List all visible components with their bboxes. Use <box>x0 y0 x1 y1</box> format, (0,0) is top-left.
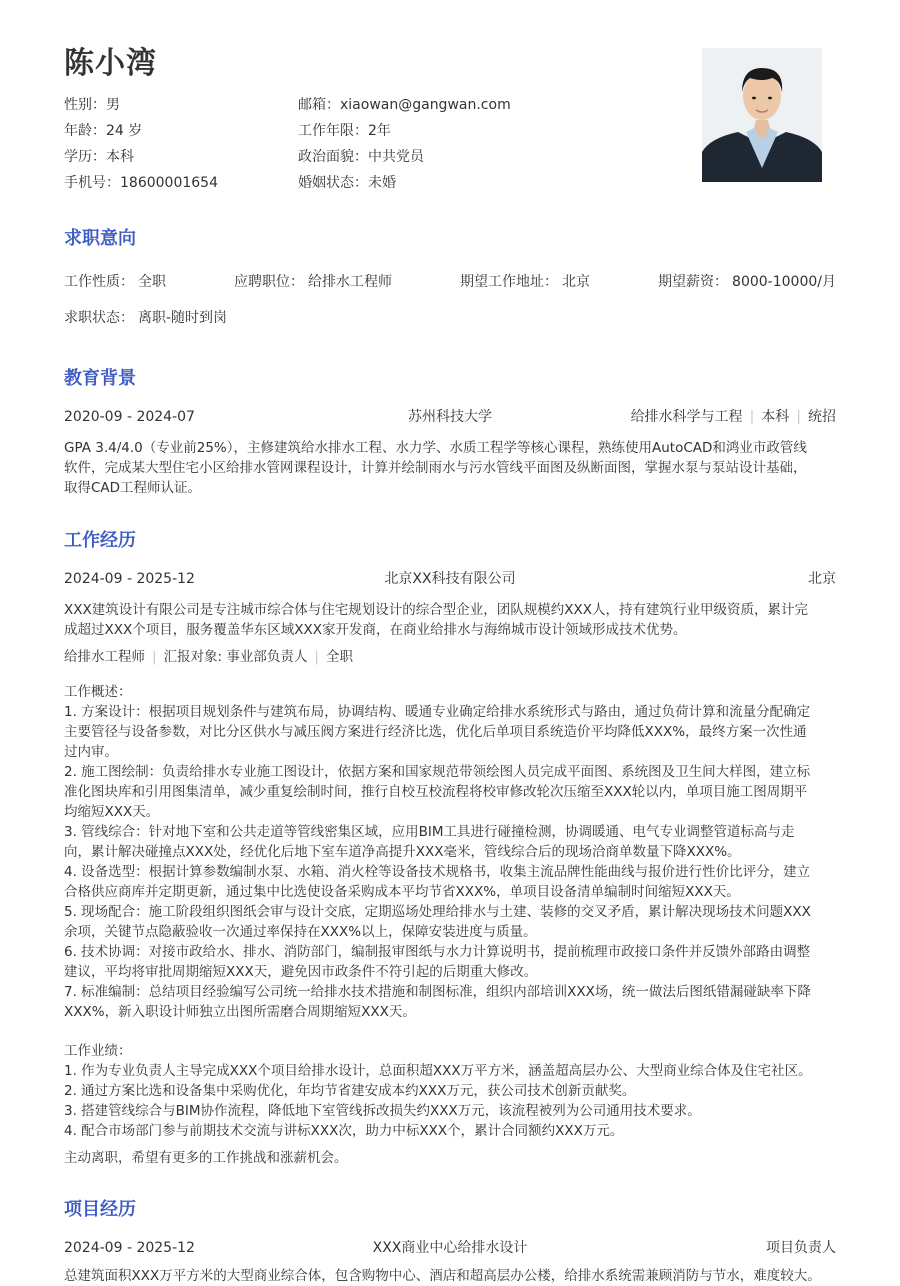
education-school: 苏州科技大学 <box>408 409 492 425</box>
text-line: 2. 施工图绘制：负责给排水专业施工图设计，依据方案和国家规范带领绘图人员完成平面图、系统图及卫生间大样图，建立标 <box>64 764 811 780</box>
work-city: 北京 <box>808 571 836 587</box>
separator: | <box>314 649 319 665</box>
job-type-field <box>64 271 166 293</box>
location-value: 北京 <box>562 274 591 290</box>
text-line: 余项，关键节点隐蔽验收一次通过率保持在XXX%以上，保障安装进度与质量。 <box>64 924 537 940</box>
education-header <box>64 406 836 428</box>
separator: | <box>152 649 157 665</box>
phone-label: 手机号 ： <box>64 175 120 191</box>
phone-value[interactable]: 18600001654 <box>120 175 218 191</box>
text-line: 2. 通过方案比选和设备集中采购优化，年均节省建安成本约XXX万元，获公司技术创新贡献奖。 <box>64 1083 636 1099</box>
achievements-title: 工作业绩： <box>64 1043 132 1059</box>
intent-row <box>64 307 836 329</box>
text-line: 过内审。 <box>64 744 118 760</box>
gender-value: 男 <box>106 97 120 113</box>
text-line: 软件，完成某大型住宅小区给排水管网课程设计，计算并绘制雨水与污水管线平面图及纵断面图，掌握水泵与泵站设计基础， <box>64 460 807 476</box>
education-degree: 本科 <box>761 409 790 425</box>
years-value: 2年 <box>368 123 391 139</box>
status-value: 离职-随时到岗 <box>138 310 228 326</box>
salary-label: 期望薪资 ： <box>658 274 728 290</box>
political-value: 中共党员 <box>368 149 424 165</box>
candidate-name: 陈小湾 <box>64 46 157 81</box>
phone-field <box>64 170 298 196</box>
section-title-project: 项目经历 <box>64 1199 136 1220</box>
education-major: 给排水科学与工程 <box>630 409 743 425</box>
info-row <box>64 118 564 144</box>
intent-row <box>64 271 836 293</box>
text-line: 7. 标准编制：总结项目经验编写公司统一给排水技术措施和制图标准，组织内部培训XXX场，统一做法后图纸错漏碰缺率下降 <box>64 984 811 1000</box>
text-line: 5. 现场配合：施工阶段组织图纸会审与设计交底，定期巡场处理给排水与土建、装修的交叉矛盾，累计解决现场技术问题XXX <box>64 904 811 920</box>
salary-value: 8000-10000/月 <box>732 274 836 290</box>
marital-field <box>298 170 532 196</box>
education-meta <box>631 406 836 428</box>
text-line: 3. 管线综合：针对地下室和公共走道等管线密集区域，应用BIM工具进行碰撞检测，协调暖通、电气专业调整管道标高与走 <box>64 824 795 840</box>
age-field <box>64 118 298 144</box>
info-row <box>64 170 564 196</box>
text-line: 4. 配合市场部门参与前期技术交流与讲标XXX次，助力中标XXX个，累计合同额约XXX万元。 <box>64 1123 624 1139</box>
text-line: 主要管径与设备参数，对比分区供水与减压阀方案进行经济比选，优化后单项目系统造价平均降低XXX%，最终方案一次性通 <box>64 724 807 740</box>
company-intro <box>64 600 836 640</box>
education-value: 本科 <box>106 149 134 165</box>
basic-info <box>64 92 564 196</box>
info-row <box>64 144 564 170</box>
info-row <box>64 92 564 118</box>
age-label: 年龄 ： <box>64 123 106 139</box>
position-label: 应聘职位 ： <box>234 274 304 290</box>
location-field <box>460 271 590 293</box>
gender-field <box>64 92 298 118</box>
education-label: 学历 ： <box>64 149 106 165</box>
job-type-value: 全职 <box>138 274 166 290</box>
status-field <box>64 307 227 329</box>
text-line: 4. 设备选型：根据计算参数编制水泵、水箱、消火栓等设备技术规格书，收集主流品牌性能曲线与报价进行性价比评分，建立 <box>64 864 811 880</box>
work-header <box>64 568 836 590</box>
text-line: 1. 方案设计：根据项目规划条件与建筑布局，协调结构、暖通专业确定给排水系统形式与路由，通过负荷计算和流量分配确定 <box>64 704 811 720</box>
age-value: 24 岁 <box>106 123 143 139</box>
text-line: 合格供应商库并定期更新，通过集中比选使设备采购成本平均节省XXX%，单项目设备清单编制时间缩短XXX天。 <box>64 884 740 900</box>
text-line: 3. 搭建管线综合与BIM协作流程，降低地下室管线拆改损失约XXX万元，该流程被列为公司通用技术要求。 <box>64 1103 701 1119</box>
portrait-illustration <box>702 48 822 182</box>
education-period: 2020-09 - 2024-07 <box>64 409 195 425</box>
text-line: 6. 技术协调：对接市政给水、排水、消防部门，编制报审图纸与水力计算说明书，提前梳理市政接口条件并反馈外部路由调整 <box>64 944 811 960</box>
profile-photo <box>702 48 822 182</box>
section-title-education: 教育背景 <box>64 368 136 389</box>
education-description <box>64 438 836 498</box>
position-value: 给排水工程师 <box>308 274 393 290</box>
section-title-work: 工作经历 <box>64 530 136 551</box>
work-role: 给排水工程师 <box>64 649 145 665</box>
marital-label: 婚姻状态 ： <box>298 175 368 191</box>
years-label: 工作年限 ： <box>298 123 368 139</box>
separator: | <box>796 409 801 425</box>
work-achievements <box>64 1041 836 1141</box>
text-line: 取得CAD工程师认证。 <box>64 480 202 496</box>
email-value[interactable]: xiaowan@gangwan.com <box>340 97 511 113</box>
job-type-label: 工作性质 ： <box>64 274 134 290</box>
email-label: 邮箱 ： <box>298 97 340 113</box>
project-header <box>64 1237 836 1259</box>
text-line: XXX建筑设计有限公司是专注城市综合体与住宅规划设计的综合型企业，团队规模约XXX人，持有建筑行业甲级资质，累计完 <box>64 602 808 618</box>
text-line: GPA 3.4/4.0（专业前25%），主修建筑给水排水工程、水力学、水质工程学等核心课程，熟练使用AutoCAD和鸿业市政管线 <box>64 440 807 456</box>
separator: | <box>749 409 755 425</box>
status-label: 求职状态 ： <box>64 310 134 326</box>
project-name: XXX商业中心给排水设计 <box>372 1240 528 1256</box>
political-field <box>298 144 532 170</box>
text-line: 总建筑面积XXX万平方米的大型商业综合体，包含购物中心、酒店和超高层办公楼，给排水系统需兼顾消防与节水，难度较大。 <box>64 1268 821 1284</box>
email-field <box>298 92 532 118</box>
years-field <box>298 118 532 144</box>
work-report: 汇报对象: 事业部负责人 <box>163 649 308 665</box>
project-period: 2024-09 - 2025-12 <box>64 1240 195 1256</box>
leave-reason: 主动离职，希望有更多的工作挑战和涨薪机会。 <box>64 1150 348 1166</box>
overview-title: 工作概述： <box>64 684 132 700</box>
work-employment: 全职 <box>325 649 353 665</box>
project-role: 项目负责人 <box>766 1240 836 1256</box>
text-line: XXX%，新入职设计师独立出图所需磨合周期缩短XXX天。 <box>64 1004 416 1020</box>
work-role-line <box>64 647 836 667</box>
project-description <box>64 1266 836 1284</box>
position-field <box>234 271 392 293</box>
work-company: 北京XX科技有限公司 <box>384 571 516 587</box>
education-field <box>64 144 298 170</box>
section-title-intent: 求职意向 <box>64 228 136 249</box>
text-line: 均缩短XXX天。 <box>64 804 160 820</box>
education-type: 统招 <box>808 409 836 425</box>
text-line: 1. 作为专业负责人主导完成XXX个项目给排水设计，总面积超XXX万平方米，涵盖超高层办公、大型商业综合体及住宅社区。 <box>64 1063 812 1079</box>
political-label: 政治面貌 ： <box>298 149 368 165</box>
text-line: 成超过XXX个项目，服务覆盖华东区域XXX家开发商，在商业给排水与海绵城市设计领域形成技术优势。 <box>64 622 687 638</box>
location-label: 期望工作地址 ： <box>460 274 558 290</box>
marital-value: 未婚 <box>368 175 396 191</box>
text-line: 向，累计解决碰撞点XXX处，经优化后地下室车道净高提升XXX毫米，管线综合后的现场洽商单数量下降XXX%。 <box>64 844 741 860</box>
text-line: 准化图块库和引用图集清单，减少重复绘制时间，推行自校互校流程将校审修改轮次压缩至XXX轮以内，单项目施工图周期平 <box>64 784 808 800</box>
work-overview <box>64 682 836 1022</box>
text-line: 建议，平均将审批周期缩短XXX天，避免因市政条件不符引起的后期重大修改。 <box>64 964 538 980</box>
work-period: 2024-09 - 2025-12 <box>64 571 195 587</box>
salary-field <box>658 271 836 293</box>
gender-label: 性别 ： <box>64 97 106 113</box>
